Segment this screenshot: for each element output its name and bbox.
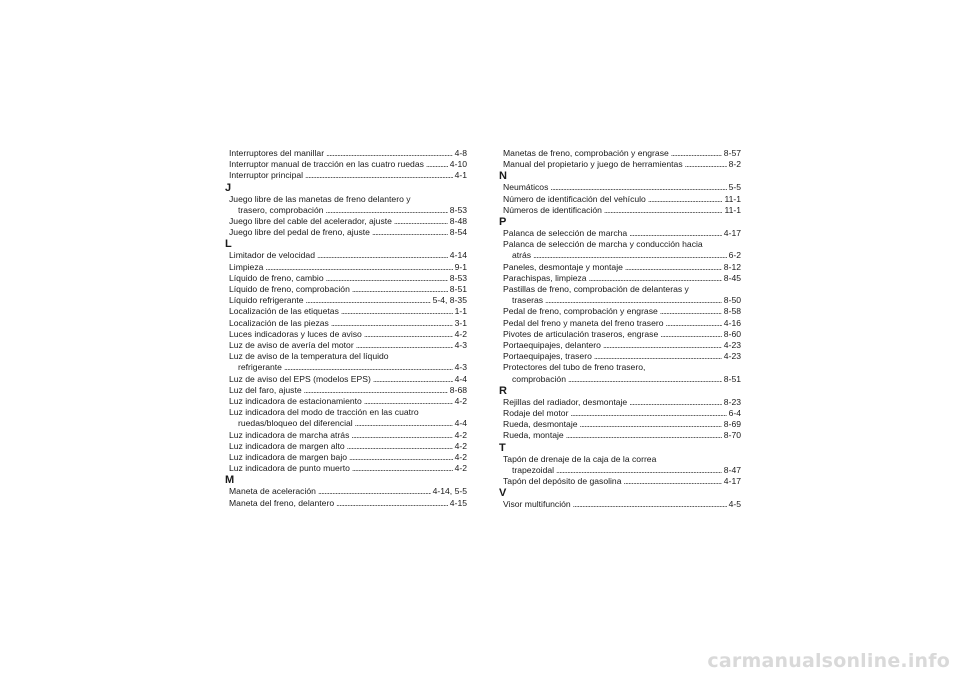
index-entry-text: Luz del faro, ajuste	[229, 384, 302, 395]
index-entry	[227, 486, 467, 497]
index-entry-line	[229, 284, 467, 295]
index-entry-text: Luz de aviso de avería del motor	[229, 340, 354, 351]
index-entry-line	[503, 159, 741, 170]
index-entry-text: Interruptores del manillar	[229, 148, 325, 158]
dot-leader	[685, 159, 727, 170]
index-entry-text: Pastillas de freno, comprobación de delanteras y	[503, 284, 689, 295]
dot-leader	[352, 463, 453, 474]
index-entry-line	[229, 498, 467, 509]
index-entry	[501, 329, 741, 340]
index-entry	[227, 329, 467, 340]
index-entry	[227, 498, 467, 509]
index-entry-line	[229, 396, 467, 407]
index-entry	[227, 318, 467, 329]
index-page-ref: 4-2	[454, 396, 467, 407]
index-entry	[227, 284, 467, 295]
index-entry-text: Luz indicadora de estacionamiento	[229, 396, 362, 407]
index-entry-line	[503, 419, 741, 430]
index-entry-text: Rejillas del radiador, desmontaje	[503, 396, 628, 407]
dot-leader	[318, 486, 431, 497]
dot-leader	[352, 284, 448, 295]
index-entry-line	[229, 340, 467, 351]
index-entry-text: Rueda, montaje	[503, 430, 564, 441]
index-letter-heading: T	[499, 441, 506, 454]
index-entry-text: Líquido refrigerante	[229, 295, 304, 306]
dot-leader	[533, 250, 726, 261]
index-entry	[227, 306, 467, 317]
index-page-ref: 4-23	[723, 351, 741, 362]
index-entry-text: Manual del propietario y juego de herramientas	[503, 159, 683, 170]
dot-leader	[671, 148, 722, 159]
index-entry-line	[503, 284, 741, 295]
index-letter-heading: J	[225, 181, 232, 194]
index-entry	[227, 452, 467, 463]
index-page-ref: 8-54	[449, 227, 467, 238]
index-page-ref: 8-23	[723, 396, 741, 407]
index-entry-text: Tapón de drenaje de la caja de la correa	[503, 453, 657, 464]
index-entry-text: traseras	[512, 295, 544, 306]
index-entry-text: Luz indicadora de margen bajo	[229, 452, 348, 463]
index-page-ref: 4-3	[454, 362, 467, 373]
index-letter-heading: P	[499, 216, 507, 229]
index-entry-line	[229, 441, 467, 452]
index-entry-line	[229, 148, 467, 159]
index-entry	[501, 306, 741, 317]
index-entry-text: Palanca de selección de marcha	[503, 228, 628, 239]
index-entry-text: Luz de aviso del EPS (modelos EPS)	[229, 373, 371, 384]
index-letter-heading: L	[225, 238, 232, 251]
index-entry	[227, 216, 467, 227]
dot-leader	[648, 194, 723, 205]
index-entry-line	[503, 250, 741, 261]
index-entry	[227, 295, 467, 306]
dot-leader	[356, 340, 453, 351]
index-entry	[501, 351, 741, 362]
index-entry	[227, 385, 467, 396]
index-page-ref: 4-15	[449, 497, 467, 508]
index-entry-text: Rueda, desmontaje	[503, 419, 578, 430]
index-entry	[501, 182, 741, 193]
index-entry	[227, 396, 467, 407]
index-page-ref: 4-1	[454, 170, 467, 181]
index-entry	[227, 148, 467, 159]
index-page-ref: 1-1	[454, 306, 467, 317]
index-page-ref: 4-17	[723, 476, 741, 487]
dot-leader	[373, 374, 453, 385]
index-entry-line	[229, 159, 467, 170]
index-letter-heading: R	[499, 384, 507, 397]
index-entry-line	[503, 362, 741, 373]
index-entry-text: Parachispas, limpieza	[503, 272, 587, 283]
index-entry	[501, 273, 741, 284]
index-entry-line	[229, 250, 467, 261]
index-entry-line	[229, 430, 467, 441]
index-entry-line	[229, 318, 467, 329]
index-entry-text: Paneles, desmontaje y montaje	[503, 261, 623, 272]
index-entry	[227, 250, 467, 261]
index-entry-line	[229, 452, 467, 463]
index-page-ref: 4-14, 5-5	[432, 486, 467, 497]
index-page-ref: 8-51	[449, 284, 467, 295]
index-entry-text: Juego libre de las manetas de freno delantero y	[229, 193, 411, 204]
index-page-ref: 8-2	[728, 159, 741, 170]
index-entry-line	[503, 329, 741, 340]
index-entry-text: Visor multifunción	[503, 499, 571, 510]
index-entry	[227, 262, 467, 273]
index-entry-text: Portaequipajes, trasero	[503, 351, 592, 362]
index-entry-line	[229, 407, 467, 418]
index-page-ref: 4-16	[723, 317, 741, 328]
dot-leader	[566, 430, 722, 441]
index-entry-line	[503, 318, 741, 329]
index-page-ref: 8-12	[723, 261, 741, 272]
index-entry-line	[229, 329, 467, 340]
index-page-ref: 4-8	[454, 148, 467, 158]
index-page-ref: 4-2	[454, 440, 467, 451]
index-entry-line	[503, 194, 741, 205]
index-entry-line	[503, 397, 741, 408]
index-entry-text: Manetas de freno, comprobación y engrase	[503, 148, 669, 158]
index-page-ref: 4-4	[454, 373, 467, 384]
index-entry-line	[229, 273, 467, 284]
dot-leader	[426, 159, 448, 170]
index-entry-line	[229, 227, 467, 238]
dot-leader	[326, 148, 453, 159]
index-entry-text: Líquido de freno, comprobación	[229, 284, 350, 295]
index-entry	[501, 362, 741, 384]
index-entry-text: Limpieza	[229, 261, 264, 272]
index-page-ref: 8-68	[449, 384, 467, 395]
dot-leader	[666, 318, 722, 329]
dot-leader	[603, 340, 722, 351]
index-entry-line	[229, 216, 467, 227]
index-entry-text: Líquido de freno, cambio	[229, 272, 324, 283]
dot-leader	[580, 419, 722, 430]
index-page-ref: 8-47	[723, 464, 741, 475]
index-entry-line	[503, 454, 741, 465]
dot-leader	[550, 182, 726, 193]
dot-leader	[589, 273, 722, 284]
index-page-ref: 8-70	[723, 430, 741, 441]
index-entry-text: Luz indicadora de marcha atrás	[229, 429, 350, 440]
dot-leader	[660, 306, 722, 317]
index-entry-text: Portaequipajes, delantero	[503, 340, 601, 351]
index-entry-text: Limitador de velocidad	[229, 250, 315, 261]
dot-leader	[372, 227, 448, 238]
index-entry-line	[503, 306, 741, 317]
index-entry-text: Maneta del freno, delantero	[229, 497, 335, 508]
dot-leader	[556, 465, 722, 476]
index-page-ref: 5-5	[728, 182, 741, 193]
index-entry-text: Luz de aviso de la temperatura del líquido	[229, 351, 389, 362]
dot-leader	[570, 408, 726, 419]
index-entry	[227, 159, 467, 170]
dot-leader	[364, 329, 453, 340]
index-entry	[227, 441, 467, 452]
index-entry-line	[229, 486, 467, 497]
dot-leader	[349, 452, 453, 463]
index-page-ref: 4-2	[454, 429, 467, 440]
index-page-ref: 8-53	[449, 204, 467, 215]
index-entry	[227, 407, 467, 429]
index-entry-text: Número de identificación del vehículo	[503, 193, 646, 204]
dot-leader	[629, 397, 722, 408]
index-entry-text: Rodaje del motor	[503, 408, 569, 419]
index-entry	[501, 205, 741, 216]
index-entry-text: Interruptor manual de tracción en las cuatro ruedas	[229, 159, 424, 170]
dot-leader	[326, 205, 448, 216]
index-page-ref: 4-17	[723, 228, 741, 239]
index-page-ref: 4-4	[454, 418, 467, 429]
index-entry-text: Maneta de aceleración	[229, 486, 316, 497]
index-entry-line	[503, 340, 741, 351]
dot-leader	[341, 306, 453, 317]
index-entry	[501, 340, 741, 351]
index-page-ref: 11-1	[724, 193, 741, 204]
index-entry-text: Interruptor principal	[229, 170, 304, 181]
index-entry	[501, 318, 741, 329]
index-entry-text: Luces indicadoras y luces de aviso	[229, 328, 362, 339]
index-entry-line	[229, 351, 467, 362]
index-entry-line	[229, 306, 467, 317]
dot-leader	[305, 170, 453, 181]
index-entry	[501, 159, 741, 170]
index-entry-text: Neumáticos	[503, 182, 549, 193]
index-entry-line	[503, 476, 741, 487]
dot-leader	[568, 374, 722, 385]
dot-leader	[594, 351, 722, 362]
index-entry	[227, 374, 467, 385]
index-entry-text: Pedal del freno y maneta del freno trasero	[503, 317, 664, 328]
index-entry-text: Luz indicadora del modo de tracción en las cuatro	[229, 407, 419, 418]
index-page-ref: 8-48	[449, 216, 467, 227]
dot-leader	[660, 329, 722, 340]
index-entry-text: Protectores del tubo de freno trasero,	[503, 362, 646, 373]
index-entry-line	[229, 418, 467, 429]
index-entry-line	[503, 374, 741, 385]
index-entry-text: ruedas/bloqueo del diferencial	[238, 418, 353, 429]
index-entry	[501, 284, 741, 306]
dot-leader	[347, 441, 453, 452]
index-entry	[227, 170, 467, 181]
index-column-left	[227, 148, 467, 509]
index-entry	[501, 430, 741, 441]
dot-leader	[604, 205, 723, 216]
index-entry-line	[503, 182, 741, 193]
index-entry	[227, 227, 467, 238]
index-entry-line	[229, 170, 467, 181]
dot-leader	[351, 430, 452, 441]
index-entry	[501, 408, 741, 419]
index-page-ref: 6-2	[728, 250, 741, 261]
index-letter-heading: M	[225, 474, 235, 487]
index-entry	[227, 194, 467, 216]
dot-leader	[394, 216, 448, 227]
dot-leader	[364, 396, 453, 407]
index-page-ref: 8-58	[723, 306, 741, 317]
index-entry	[501, 476, 741, 487]
index-entry-line	[229, 362, 467, 373]
index-entry-text: Luz indicadora de margen alto	[229, 440, 345, 451]
index-entry-line	[503, 273, 741, 284]
index-entry-text: Juego libre del pedal de freno, ajuste	[229, 227, 370, 238]
dot-leader	[326, 273, 448, 284]
index-entry-line	[229, 295, 467, 306]
index-entry-text: comprobación	[512, 373, 566, 384]
index-letter-heading: N	[499, 170, 507, 183]
index-page-ref: 8-45	[723, 272, 741, 283]
dot-leader	[624, 476, 722, 487]
index-page-ref: 11-1	[724, 204, 741, 215]
index-entry-text: Luz indicadora de punto muerto	[229, 463, 350, 474]
index-entry-text: refrigerante	[238, 362, 282, 373]
index-entry-text: Localización de las piezas	[229, 317, 329, 328]
index-entry-line	[229, 374, 467, 385]
index-entry-line	[229, 262, 467, 273]
index-entry	[501, 262, 741, 273]
index-entry-line	[503, 499, 741, 510]
dot-leader	[629, 228, 722, 239]
dot-leader	[625, 262, 722, 273]
dot-leader	[573, 499, 727, 510]
index-entry-line	[503, 465, 741, 476]
index-page-ref: 3-1	[454, 317, 467, 328]
index-entry-line	[503, 351, 741, 362]
index-entry-text: Pivotes de articulación traseros, engrase	[503, 328, 659, 339]
dot-leader	[355, 418, 453, 429]
index-column-right	[501, 148, 741, 510]
index-entry-line	[503, 239, 741, 250]
index-page-ref: 6-4	[728, 408, 741, 419]
index-page-ref: 8-57	[723, 148, 741, 158]
index-page-ref: 4-10	[449, 159, 467, 170]
index-page-ref: 4-2	[454, 452, 467, 463]
index-entry-line	[503, 205, 741, 216]
index-entry-line	[229, 205, 467, 216]
index-entry-line	[503, 148, 741, 159]
dot-leader	[331, 318, 453, 329]
index-entry	[501, 239, 741, 261]
index-entry-line	[503, 295, 741, 306]
index-entry-line	[229, 385, 467, 396]
index-entry	[227, 273, 467, 284]
index-entry-line	[503, 430, 741, 441]
index-entry-text: Localización de las etiquetas	[229, 306, 339, 317]
dot-leader	[317, 250, 448, 261]
index-entry-line	[503, 408, 741, 419]
index-entry	[501, 419, 741, 430]
index-page-ref: 8-50	[723, 295, 741, 306]
dot-leader	[284, 362, 453, 373]
index-page-ref: 8-51	[723, 373, 741, 384]
index-entry-text: Pedal de freno, comprobación y engrase	[503, 306, 658, 317]
dot-leader	[265, 262, 452, 273]
index-entry-line	[229, 194, 467, 205]
index-letter-heading: V	[499, 487, 507, 500]
index-page-ref: 4-14	[449, 250, 467, 261]
dot-leader	[304, 385, 448, 396]
index-page-ref: 5-4, 8-35	[432, 295, 467, 306]
dot-leader	[306, 295, 431, 306]
index-page-ref: 9-1	[454, 261, 467, 272]
index-page-ref: 4-3	[454, 340, 467, 351]
index-entry	[227, 463, 467, 474]
index-entry	[501, 499, 741, 510]
dot-leader	[545, 295, 722, 306]
index-entry-text: Números de identificación	[503, 204, 602, 215]
index-page-ref: 4-2	[454, 463, 467, 474]
index-page-ref: 8-60	[723, 328, 741, 339]
index-entry-line	[503, 262, 741, 273]
index-entry	[501, 397, 741, 408]
index-entry	[501, 148, 741, 159]
index-entry	[501, 194, 741, 205]
index-entry	[227, 351, 467, 373]
index-entry-text: trasero, comprobación	[238, 204, 324, 215]
index-entry-text: Juego libre del cable del acelerador, ajuste	[229, 216, 392, 227]
index-entry-text: atrás	[512, 250, 532, 261]
dot-leader	[336, 498, 448, 509]
index-page-ref: 8-53	[449, 272, 467, 283]
index-entry	[227, 340, 467, 351]
index-entry-line	[503, 228, 741, 239]
index-page-ref: 4-2	[454, 328, 467, 339]
watermark-text: carmanualsonline.info	[707, 650, 950, 672]
index-entry-line	[229, 463, 467, 474]
index-page-ref: 4-23	[723, 340, 741, 351]
index-entry-text: trapezoidal	[512, 464, 555, 475]
index-entry	[501, 228, 741, 239]
index-entry-text: Tapón del depósito de gasolina	[503, 476, 622, 487]
index-entry	[501, 454, 741, 476]
index-entry-text: Palanca de selección de marcha y conducción hacia	[503, 239, 703, 250]
index-page-ref: 8-69	[723, 419, 741, 430]
index-entry	[227, 430, 467, 441]
index-page-ref: 4-5	[728, 499, 741, 510]
